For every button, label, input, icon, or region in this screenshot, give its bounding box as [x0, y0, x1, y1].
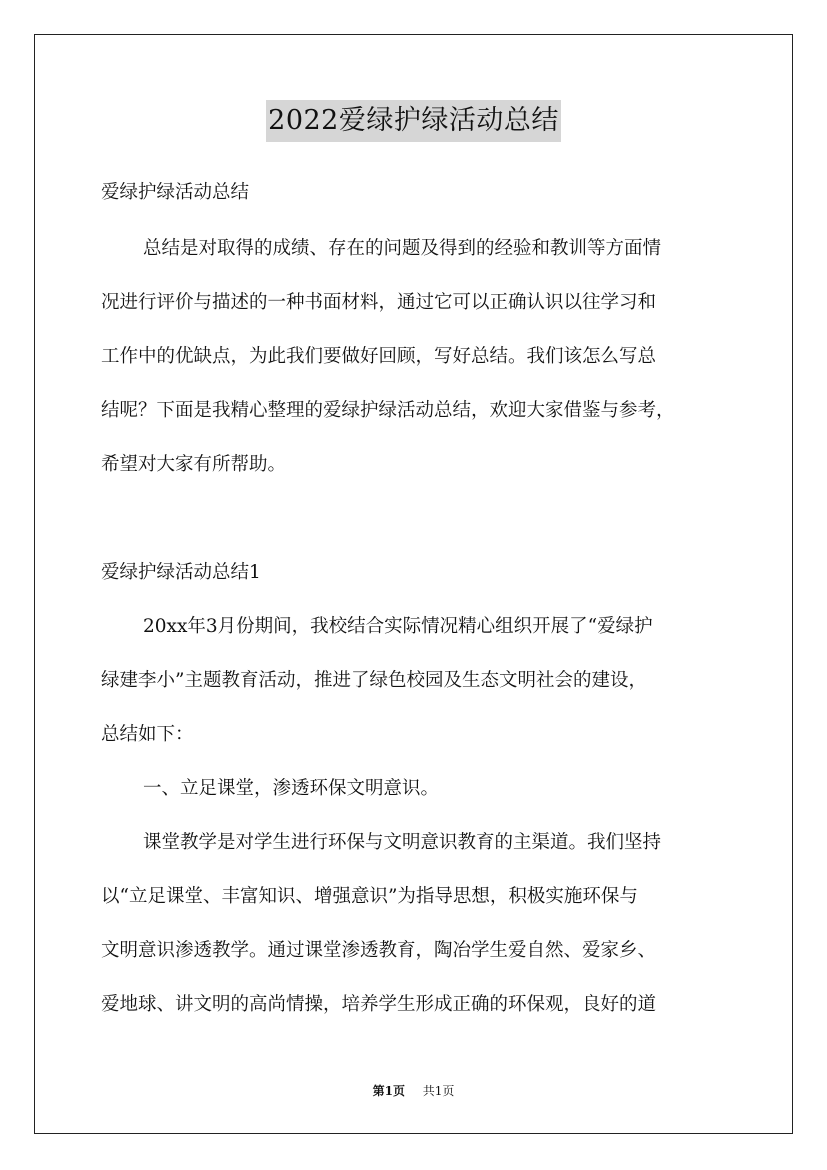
page-total: 共1页 [422, 1084, 455, 1098]
section-line: 一、立足课堂，渗透环保文明意识。 [143, 778, 440, 799]
intro-line: 希望对大家有所帮助。 [101, 454, 287, 475]
section-line: 课堂教学是对学生进行环保与文明意识教育的主渠道。我们坚持 [143, 832, 662, 853]
document-title: 2022爱绿护绿活动总结 [266, 100, 561, 142]
page-number: 第1页 [372, 1084, 406, 1098]
section-line: 绿建李小”主题教育活动，推进了绿色校园及生态文明社会的建设， [101, 670, 647, 691]
section-line: 总结如下： [101, 724, 194, 745]
intro-line: 结呢？下面是我精心整理的爱绿护绿活动总结，欢迎大家借鉴与参考， [101, 400, 675, 421]
section-line: 文明意识渗透教学。通过课堂渗透教育，陶冶学生爱自然、爱家乡、 [101, 940, 657, 961]
intro-line: 总结是对取得的成绩、存在的问题及得到的经验和教训等方面情 [143, 238, 662, 259]
section-line: 以“立足课堂、丰富知识、增强意识”为指导思想，积极实施环保与 [101, 886, 638, 907]
section-line: 20xx年3月份期间，我校结合实际情况精心组织开展了“爱绿护 [143, 616, 653, 637]
intro-line: 况进行评价与描述的一种书面材料，通过它可以正确认识以往学习和 [101, 292, 657, 313]
intro-line: 工作中的优缺点，为此我们要做好回顾，写好总结。我们该怎么写总 [101, 346, 657, 367]
page-footer [0, 1083, 827, 1099]
subtitle: 爱绿护绿活动总结 [101, 182, 250, 203]
section-heading: 爱绿护绿活动总结1 [101, 562, 261, 583]
section-line: 爱地球、讲文明的高尚情操，培养学生形成正确的环保观，良好的道 [101, 994, 657, 1015]
title-container [0, 100, 827, 142]
